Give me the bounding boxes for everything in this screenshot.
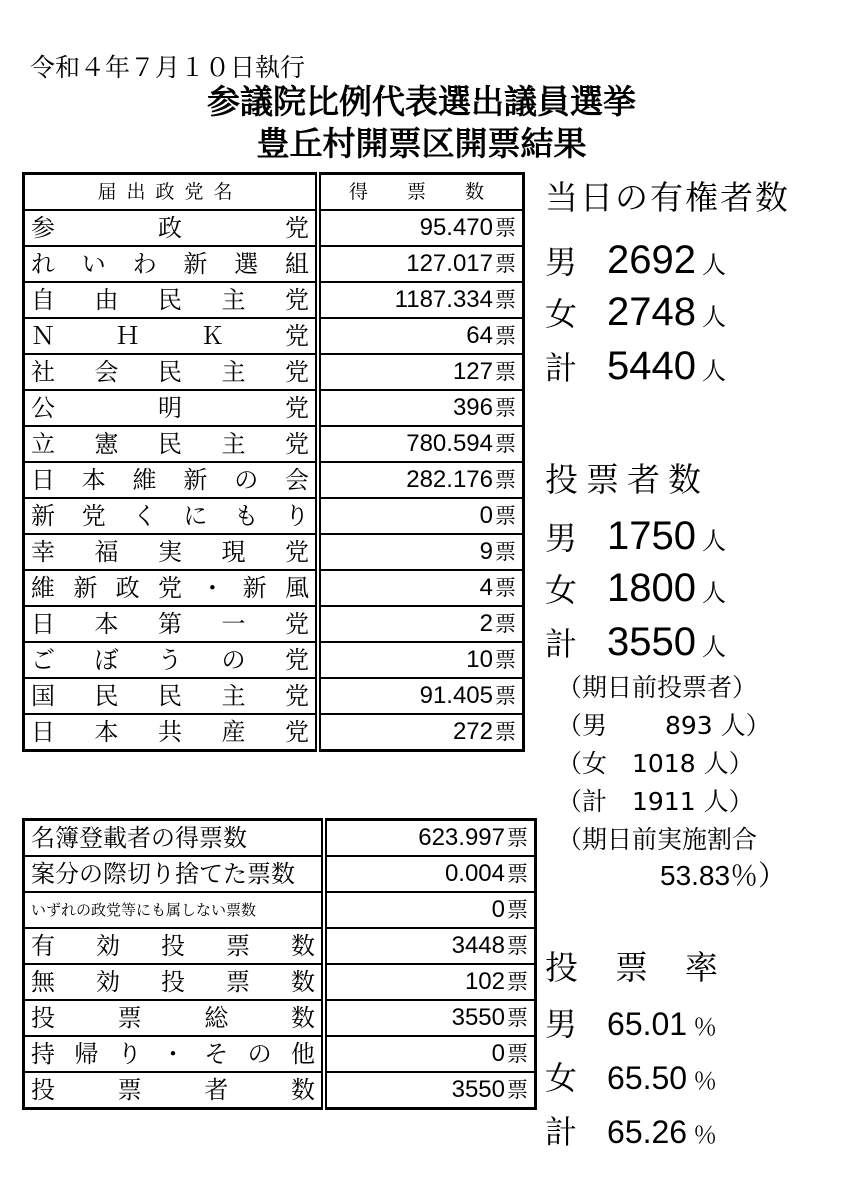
turnout-unit: ％	[693, 1121, 718, 1149]
table-header-row	[24, 174, 524, 211]
name-char: 票	[117, 1004, 142, 1032]
voters-value: 1800	[607, 566, 696, 610]
name-char: 国	[31, 682, 55, 710]
name-char: 明	[158, 394, 182, 422]
name-char: も	[234, 502, 259, 530]
early-voters-heading: （期日前投票者）	[557, 673, 758, 702]
name-char: Ｋ	[200, 322, 225, 350]
voters-value: 1750	[607, 514, 696, 558]
turnout-row	[545, 1058, 717, 1101]
electorate-label: 計	[545, 349, 578, 387]
summary-row	[24, 892, 536, 928]
name-char: 日	[31, 610, 55, 638]
turnout-heading: 投 票 率	[545, 948, 720, 987]
name-char: 日	[31, 718, 55, 746]
voters-unit: 人	[702, 527, 726, 555]
row-votes	[318, 606, 524, 642]
name-char: 党	[81, 502, 106, 530]
vote-unit: 票	[507, 1078, 528, 1102]
name-char: 持	[31, 1040, 55, 1068]
name-char: 立	[31, 430, 55, 458]
vote-count: 623.997	[418, 824, 505, 851]
party-row	[24, 678, 524, 714]
name-char: 数	[291, 932, 315, 960]
name-char: 実	[158, 538, 182, 566]
name-char: 選	[234, 250, 259, 278]
vote-count: 3550	[451, 1076, 505, 1103]
row-name	[24, 462, 319, 498]
vote-count: 1187.334	[394, 286, 493, 313]
name-char: 民	[158, 286, 182, 314]
row-votes	[324, 820, 536, 857]
vote-unit: 票	[495, 432, 516, 456]
name-char: 一	[221, 610, 246, 638]
voters-value: 3550	[607, 620, 696, 664]
name-char: そ	[204, 1040, 229, 1068]
name-char: 本	[94, 610, 119, 638]
row-name	[24, 1000, 325, 1036]
name-char: り	[284, 502, 309, 530]
party-row	[24, 498, 524, 534]
vote-count: 4	[479, 574, 493, 601]
name-char: 現	[221, 538, 246, 566]
electorate-row	[545, 292, 726, 337]
name-char: 新	[31, 502, 55, 530]
row-votes	[318, 282, 524, 318]
name-char: 者	[204, 1076, 229, 1104]
summary-row	[24, 928, 536, 964]
vote-count: 9	[479, 538, 493, 565]
name-char: 政	[158, 214, 182, 242]
party-row	[24, 606, 524, 642]
name-char: 党	[285, 610, 309, 638]
name-char: の	[221, 646, 246, 674]
voters-unit: 人	[702, 579, 726, 607]
voters-row	[545, 516, 726, 561]
vote-unit: 票	[495, 396, 516, 420]
name-char: 党	[284, 322, 309, 350]
vote-unit: 票	[495, 468, 516, 492]
name-char: う	[158, 646, 182, 674]
name-char: く	[132, 502, 157, 530]
voters-label: 計	[545, 625, 578, 663]
vote-unit: 票	[495, 252, 516, 276]
vote-unit: 票	[507, 934, 528, 958]
name-char: 党	[285, 682, 309, 710]
party-row	[24, 426, 524, 462]
vote-unit: 票	[495, 612, 516, 636]
name-char: 維	[31, 574, 55, 602]
name-char: 維	[132, 466, 157, 494]
summary-row	[24, 820, 536, 857]
title-election: 参議院比例代表選出議員選挙	[207, 82, 636, 121]
name-char: 民	[158, 430, 182, 458]
name-char: 党	[285, 538, 309, 566]
name-char: ・	[200, 574, 225, 602]
name-char: 本	[94, 718, 119, 746]
vote-count: 272	[452, 718, 493, 745]
name-char: 党	[285, 430, 309, 458]
name-char: 風	[284, 574, 309, 602]
vote-count: 0	[479, 502, 493, 529]
voters-row	[545, 568, 726, 613]
row-votes	[318, 354, 524, 390]
name-char: 自	[31, 286, 55, 314]
name-char: 主	[221, 682, 246, 710]
early-rate-value: 53.83％）	[660, 860, 787, 891]
title-results: 豊丘村開票区開票結果	[256, 124, 587, 163]
row-votes	[324, 892, 536, 928]
row-name	[24, 1072, 325, 1109]
vote-count: 282.176	[406, 466, 493, 493]
turnout-unit: ％	[693, 1013, 718, 1041]
row-votes	[318, 462, 524, 498]
name-char: 票	[226, 968, 250, 996]
party-votes-table	[22, 172, 525, 752]
name-char: 組	[284, 250, 309, 278]
summary-table	[22, 818, 537, 1110]
electorate-row	[545, 346, 726, 391]
summary-row	[24, 1072, 536, 1109]
name-char: 投	[161, 932, 185, 960]
party-row	[24, 210, 524, 246]
party-row	[24, 282, 524, 318]
name-char: ・	[160, 1040, 185, 1068]
row-name	[24, 210, 319, 246]
row-votes	[318, 390, 524, 426]
name-char: 主	[221, 286, 246, 314]
name-char: 有	[31, 932, 55, 960]
party-row	[24, 390, 524, 426]
row-label: 案分の際切り捨てた票数	[24, 856, 325, 892]
name-char: 由	[94, 286, 119, 314]
row-name	[24, 570, 319, 606]
voters-unit: 人	[702, 633, 726, 661]
name-char: 党	[285, 286, 309, 314]
turnout-row	[545, 1112, 717, 1155]
row-votes	[318, 642, 524, 678]
electorate-unit: 人	[702, 251, 726, 279]
name-char: 会	[94, 358, 119, 386]
name-char: 公	[31, 394, 55, 422]
summary-row	[24, 856, 536, 892]
summary-row	[24, 964, 536, 1000]
vote-count: 127	[452, 358, 493, 385]
name-char: 参	[31, 214, 55, 242]
name-char: の	[247, 1040, 272, 1068]
name-char: 票	[226, 932, 250, 960]
voters-heading: 投票者数	[545, 460, 709, 499]
electorate-label: 男	[545, 243, 578, 281]
turnout-value: 65.26	[607, 1114, 688, 1150]
turnout-label: 男	[545, 1005, 578, 1043]
row-name	[24, 498, 319, 534]
name-char: れ	[31, 250, 55, 278]
voters-label: 男	[545, 519, 578, 557]
name-char: 票	[117, 1076, 142, 1104]
name-char: わ	[132, 250, 157, 278]
name-char: Ｈ	[115, 322, 140, 350]
name-char: 会	[284, 466, 309, 494]
vote-count: 2	[479, 610, 493, 637]
electorate-value: 2748	[607, 290, 696, 334]
row-name	[24, 390, 319, 426]
name-char: 帰	[74, 1040, 99, 1068]
vote-unit: 票	[507, 898, 528, 922]
name-char: 主	[221, 430, 246, 458]
row-votes	[318, 318, 524, 354]
vote-unit: 票	[495, 720, 516, 744]
early-voters-male: （男 893 人）	[557, 711, 771, 740]
turnout-value: 65.50	[607, 1060, 688, 1096]
row-votes	[324, 928, 536, 964]
row-votes	[324, 856, 536, 892]
name-char: り	[117, 1040, 142, 1068]
row-name	[24, 534, 319, 570]
name-char: 第	[158, 610, 182, 638]
electorate-unit: 人	[702, 303, 726, 331]
vote-count: 0	[491, 896, 505, 923]
electorate-row	[545, 240, 726, 285]
vote-unit: 票	[495, 504, 516, 528]
vote-unit: 票	[495, 360, 516, 384]
party-row	[24, 318, 524, 354]
name-char: Ｎ	[31, 322, 55, 350]
row-name	[24, 714, 319, 751]
name-char: 福	[94, 538, 119, 566]
name-char: 党	[285, 718, 309, 746]
name-char: い	[81, 250, 106, 278]
electorate-unit: 人	[702, 357, 726, 385]
name-char: 党	[285, 646, 309, 674]
name-char: 主	[221, 358, 246, 386]
electorate-heading: 当日の有権者数	[545, 178, 790, 217]
early-voters-total: （計 1911 人）	[557, 787, 754, 816]
vote-count: 102	[464, 968, 505, 995]
name-char: 投	[31, 1076, 55, 1104]
col-header-party: 届出政党名	[24, 174, 319, 211]
turnout-row	[545, 1004, 717, 1047]
vote-count: 64	[466, 322, 493, 349]
name-char: 新	[73, 574, 98, 602]
electorate-value: 2692	[607, 238, 696, 282]
name-char: ぼ	[94, 646, 119, 674]
party-row	[24, 246, 524, 282]
row-name	[24, 1036, 325, 1072]
row-votes	[318, 210, 524, 246]
row-votes	[324, 1000, 536, 1036]
vote-unit: 票	[495, 288, 516, 312]
row-name	[24, 606, 319, 642]
vote-count: 127.017	[406, 250, 493, 277]
name-char: 数	[291, 968, 315, 996]
electorate-label: 女	[545, 295, 578, 333]
vote-unit: 票	[495, 648, 516, 672]
party-row	[24, 534, 524, 570]
vote-unit: 票	[495, 324, 516, 348]
vote-unit: 票	[507, 1006, 528, 1030]
vote-unit: 票	[495, 576, 516, 600]
vote-count: 780.594	[406, 430, 493, 457]
row-votes	[324, 1036, 536, 1072]
vote-count: 95.470	[419, 214, 493, 241]
row-votes	[318, 246, 524, 282]
name-char: 政	[115, 574, 140, 602]
name-char: 党	[285, 214, 309, 242]
name-char: 社	[31, 358, 55, 386]
turnout-unit: ％	[693, 1067, 718, 1095]
vote-unit: 票	[495, 684, 516, 708]
vote-count: 0.004	[444, 860, 505, 887]
row-name	[24, 246, 319, 282]
name-char: の	[234, 466, 259, 494]
vote-unit: 票	[507, 826, 528, 850]
vote-unit: 票	[495, 540, 516, 564]
election-date: 令和４年７月１０日執行	[30, 53, 306, 82]
name-char: 新	[183, 466, 208, 494]
name-char: 党	[285, 394, 309, 422]
row-name	[24, 282, 319, 318]
turnout-value: 65.01	[607, 1006, 688, 1042]
row-name	[24, 426, 319, 462]
vote-count: 91.405	[419, 682, 493, 709]
name-char: 共	[158, 718, 182, 746]
voters-label: 女	[545, 571, 578, 609]
party-row	[24, 354, 524, 390]
turnout-label: 計	[545, 1113, 578, 1151]
early-voters-female: （女 1018 人）	[557, 749, 754, 778]
summary-row	[24, 1036, 536, 1072]
name-char: 総	[204, 1004, 229, 1032]
vote-count: 0	[491, 1040, 505, 1067]
party-row	[24, 714, 524, 751]
name-char: 党	[157, 574, 182, 602]
row-name	[24, 354, 319, 390]
name-char: ご	[31, 646, 55, 674]
name-char: 新	[242, 574, 267, 602]
turnout-label: 女	[545, 1059, 578, 1097]
party-row	[24, 570, 524, 606]
vote-count: 3550	[451, 1004, 505, 1031]
name-char: 民	[94, 682, 119, 710]
name-char: 投	[161, 968, 185, 996]
early-rate-label: （期日前実施割合	[557, 825, 758, 854]
col-header-votes: 得 票 数	[318, 174, 524, 211]
row-label: 名簿登載者の得票数	[24, 820, 325, 857]
voters-row	[545, 622, 726, 667]
vote-unit: 票	[507, 970, 528, 994]
row-votes	[318, 714, 524, 751]
row-votes	[324, 1072, 536, 1109]
name-char: 無	[31, 968, 55, 996]
name-char: 新	[183, 250, 208, 278]
row-votes	[324, 964, 536, 1000]
name-char: 他	[290, 1040, 315, 1068]
name-char: 民	[158, 682, 182, 710]
row-votes	[318, 678, 524, 714]
name-char: 効	[96, 968, 120, 996]
row-name	[24, 678, 319, 714]
vote-count: 3448	[451, 932, 505, 959]
name-char: 幸	[31, 538, 55, 566]
summary-row	[24, 1000, 536, 1036]
vote-count: 10	[466, 646, 493, 673]
name-char: 民	[158, 358, 182, 386]
party-row	[24, 462, 524, 498]
name-char: 本	[81, 466, 106, 494]
row-votes	[318, 498, 524, 534]
row-name	[24, 642, 319, 678]
name-char: 憲	[94, 430, 119, 458]
name-char: 効	[96, 932, 120, 960]
name-char: に	[183, 502, 208, 530]
name-char: 産	[221, 718, 246, 746]
row-votes	[318, 570, 524, 606]
vote-unit: 票	[507, 862, 528, 886]
row-name	[24, 928, 325, 964]
name-char: 投	[31, 1004, 55, 1032]
vote-unit: 票	[495, 216, 516, 240]
name-char: 党	[285, 358, 309, 386]
party-row	[24, 642, 524, 678]
vote-unit: 票	[507, 1042, 528, 1066]
vote-count: 396	[452, 394, 493, 421]
row-name	[24, 964, 325, 1000]
row-name	[24, 318, 319, 354]
name-char: 日	[31, 466, 55, 494]
row-votes	[318, 534, 524, 570]
row-label: いずれの政党等にも属しない票数	[24, 892, 325, 928]
row-votes	[318, 426, 524, 462]
name-char: 数	[290, 1004, 315, 1032]
electorate-value: 5440	[607, 344, 696, 388]
name-char: 数	[290, 1076, 315, 1104]
